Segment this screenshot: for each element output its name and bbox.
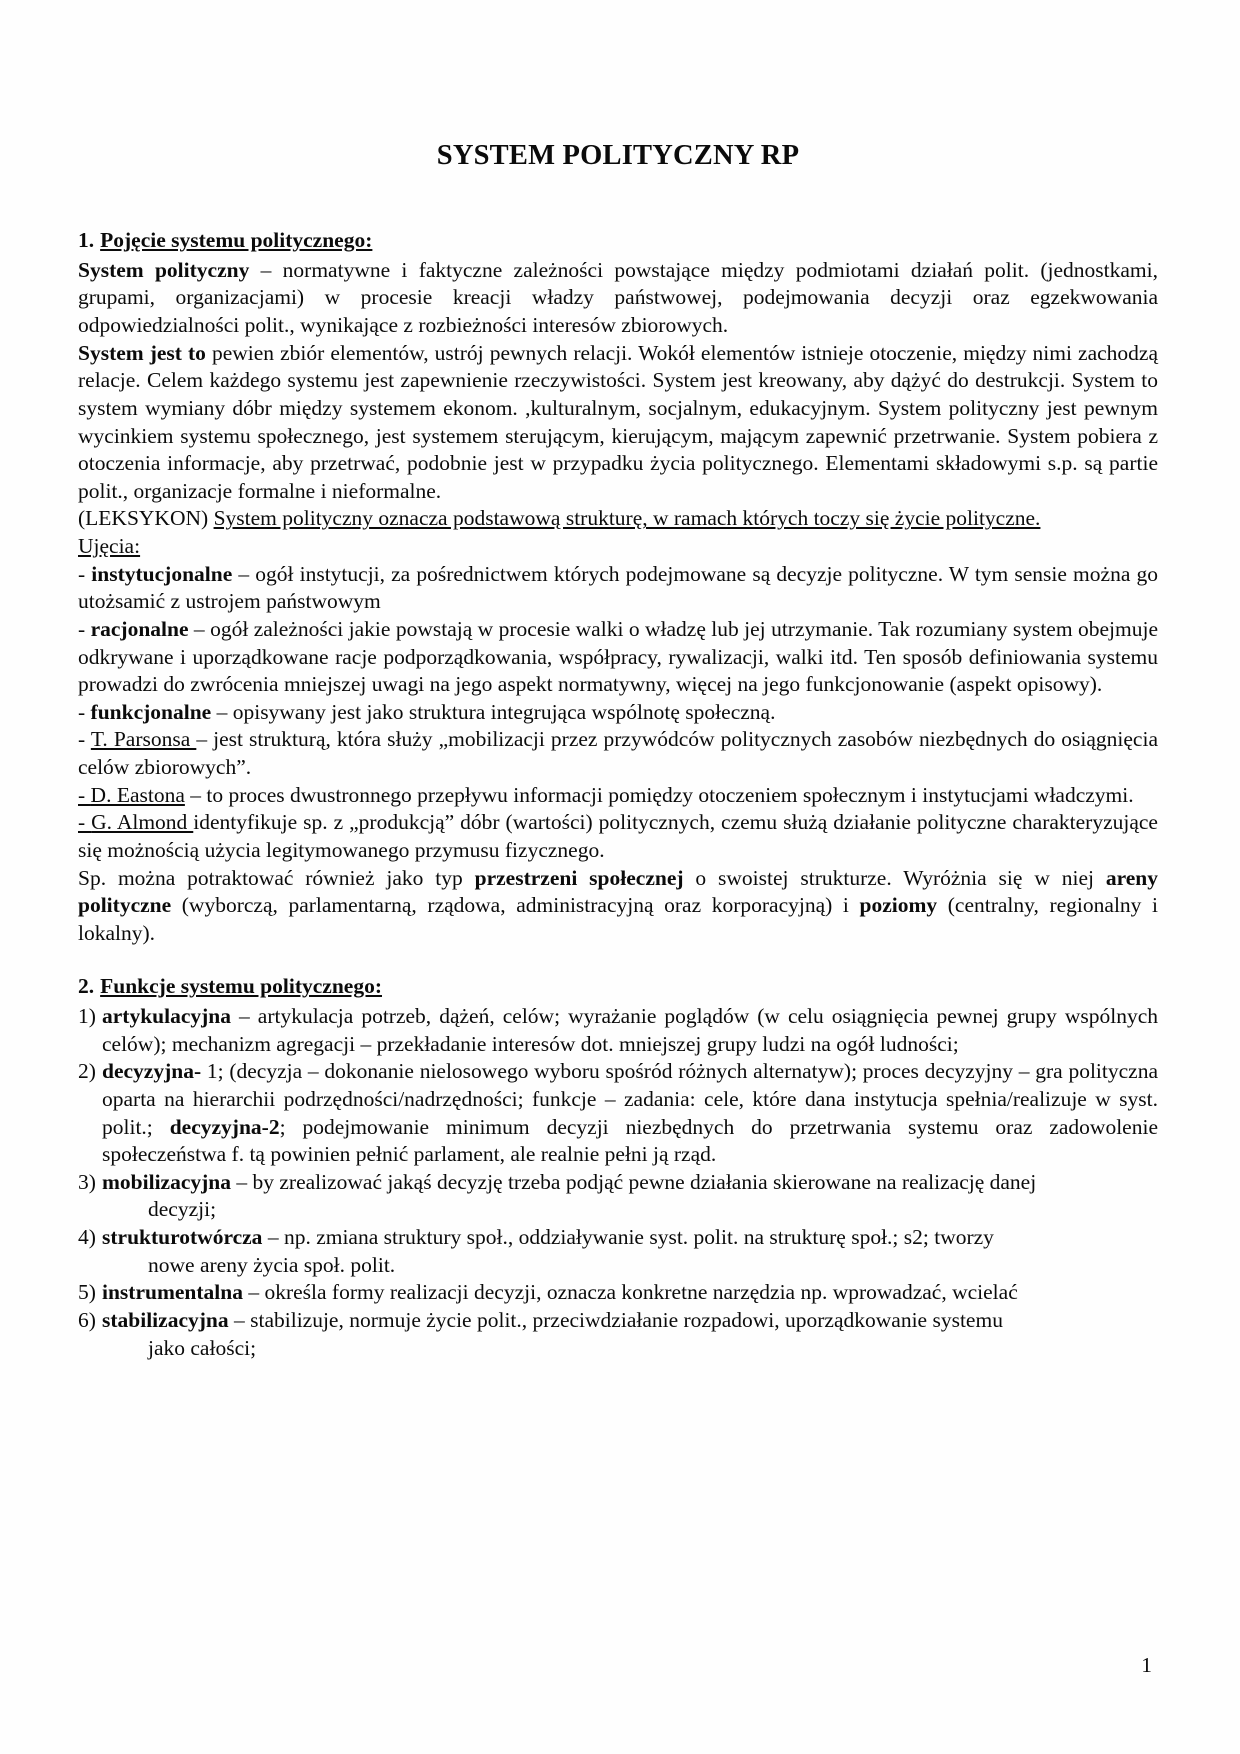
- function-body: 1; (decyzja – dokonanie nielosowego wyboru spośród różnych alternatyw); proces decyzyjny – gra polityczna oparta na hierarchii podrzędności/nadrzędności; funkcje – zadania: cele, które dana instytucja spełnia/realizuje w syst. polit.;: [102, 1059, 1158, 1139]
- list-content: [102, 1169, 1158, 1224]
- function-term: stabilizacyjna: [102, 1307, 229, 1332]
- approach-item-easton: [78, 782, 1158, 810]
- section-1-heading: [78, 227, 1158, 255]
- function-body-continued: jako całości;: [148, 1335, 257, 1360]
- approach-body: – ogół zależności jakie powstają w procesie walki o władzę lub jej utrzymanie. Tak rozumiany system obejmuje odkrywane i uporządkowane racje podporządkowania, współpracy, rywalizacji, walki itd. Ten sposób definiowania systemu prowadzi do zwrócenia mniejszej uwagi na jego aspekt normatywny, więcej na jego funkcjonowanie (aspekt opisowy).: [78, 616, 1158, 697]
- approach-item-racjonalne: [78, 616, 1158, 699]
- definition-paragraph: [78, 257, 1158, 340]
- closing-part-3: (wyborczą, parlamentarną, rządowa, administracyjną oraz korporacyjną) i: [171, 893, 860, 918]
- function-body-continued: decyzji;: [148, 1197, 217, 1222]
- list-content: [102, 1058, 1158, 1169]
- closing-bold-przestrzen: przestrzeni społecznej: [474, 865, 684, 890]
- approach-item-instytucjonalne: [78, 561, 1158, 616]
- closing-part-2: o swoistej strukturze. Wyróżnia się w niej: [683, 865, 1106, 890]
- list-marker: 4): [78, 1225, 96, 1249]
- function-term: strukturotwórcza: [102, 1225, 263, 1249]
- approach-dash: -: [78, 699, 91, 724]
- function-body-secondary: ; podejmowanie minimum decyzji niezbędnych do przetrwania systemu oraz zadowolenie społeczeństwa f. tą powinien pełnić parlament, ale realnie pełni ją rząd.: [102, 1114, 1158, 1167]
- approach-term: funkcjonalne: [90, 699, 212, 724]
- function-term: decyzyjna-: [102, 1059, 202, 1084]
- system-paragraph: [78, 340, 1158, 506]
- approach-body: – jest strukturą, która służy „mobilizacji przez przywódców politycznych zasobów niezbędnych do osiągnięcia celów zbiorowych”.: [78, 727, 1158, 780]
- section-1-heading-text: Pojęcie systemu politycznego:: [100, 228, 373, 253]
- approach-item-parsons: [78, 726, 1158, 781]
- list-item: [78, 1307, 1158, 1362]
- section-1-number: 1.: [78, 228, 95, 253]
- function-body-continued: nowe areny życia społ. polit.: [148, 1252, 396, 1277]
- definition-term: System polityczny: [78, 257, 250, 282]
- function-term: artykulacyjna: [102, 1004, 231, 1028]
- closing-paragraph: [78, 865, 1158, 948]
- system-body: pewien zbiór elementów, ustrój pewnych relacji. Wokół elementów istnieje otoczenie, między nimi zachodzą relacje. Celem każdego systemu jest zapewnienie rzeczywistości. System jest kreowany, aby dążyć do destrukcji. System to system wymiany dóbr między systemem ekonom. ,kulturalnym, socjalnym, edukacyjnym. System polityczny jest pewnym wycinkiem systemu społecznego, jest systemem sterującym, kierującym, mającym zapewnić przetrwanie. System pobiera z otoczenia informacje, aby przetrwać, podobnie jest w przypadku życia politycznego. Elementami składowymi s.p. są partie polit., organizacje formalne i nieformalne.: [78, 340, 1158, 503]
- list-marker: 5): [78, 1280, 96, 1305]
- closing-bold-areny: areny polityczne: [78, 865, 1158, 918]
- list-content: [102, 1003, 1158, 1058]
- functions-list: [78, 1003, 1158, 1362]
- approaches-label-text: Ujęcia:: [78, 534, 141, 559]
- list-content: [102, 1307, 1158, 1362]
- closing-part-1: Sp. można potraktować również jako typ: [78, 865, 475, 890]
- closing-bold-poziomy: poziomy: [859, 893, 938, 918]
- approach-dash: -: [78, 727, 91, 752]
- approach-body: – opisywany jest jako struktura integrująca wspólnotę społeczną.: [211, 699, 776, 724]
- closing-part-4: (centralny, regionalny i lokalny).: [78, 893, 1158, 945]
- function-term-secondary: decyzyjna-2: [169, 1114, 280, 1139]
- approach-dash: -: [78, 561, 92, 586]
- approach-item-funkcjonalne: [78, 699, 1158, 727]
- approach-term: instytucjonalne: [91, 561, 233, 586]
- approach-item-almond: [78, 809, 1158, 864]
- lexicon-prefix: (LEKSYKON): [78, 506, 214, 531]
- function-term: mobilizacyjna: [102, 1169, 231, 1194]
- section-2-heading: [78, 973, 1158, 1001]
- list-marker: 6): [78, 1307, 96, 1332]
- approach-dash: -: [78, 782, 91, 807]
- list-item: [78, 1003, 1158, 1058]
- approach-body: – ogół instytucji, za pośrednictwem których podejmowane są decyzje polityczne. W tym sensie można go utożsamić z ustrojem państwowym: [78, 561, 1158, 614]
- function-body: – określa formy realizacji decyzji, oznacza konkretne narzędzia np. wprowadzać, wcielać: [242, 1280, 1018, 1305]
- section-2-heading-text: Funkcje systemu politycznego:: [100, 974, 382, 999]
- list-item: [78, 1224, 1158, 1279]
- lexicon-definition: System polityczny oznacza podstawową strukturę, w ramach których toczy się życie polityczne.: [213, 506, 1041, 531]
- list-marker: 2): [78, 1059, 96, 1084]
- lexicon-paragraph: [78, 505, 1158, 533]
- list-marker: 3): [78, 1169, 96, 1194]
- function-term: instrumentalna: [102, 1280, 243, 1305]
- approach-term: racjonalne: [90, 616, 189, 641]
- approach-term: T. Parsonsa: [90, 727, 197, 752]
- function-body: – by zrealizować jakąś decyzję trzeba podjąć pewne działania skierowane na realizację danej: [231, 1169, 1037, 1194]
- approach-dash: -: [78, 616, 91, 641]
- system-term: System jest to: [78, 340, 206, 365]
- function-body: – np. zmiana struktury społ., oddziaływanie syst. polit. na strukturę społ.; s2; tworzy: [262, 1225, 994, 1249]
- function-body: – stabilizuje, normuje życie polit., przeciwdziałanie rozpadowi, uporządkowanie systemu: [228, 1307, 1003, 1332]
- approach-body: – to proces dwustronnego przepływu informacji pomiędzy otoczeniem społecznym i instytucjami władczymi.: [184, 782, 1134, 807]
- list-item: [78, 1058, 1158, 1169]
- section-2-number: 2.: [78, 974, 95, 999]
- approach-body: identyfikuje sp. z „produkcją” dóbr (wartości) politycznych, czemu służą działanie polityczne charakteryzujące się możnością użycia legitymowanego przymusu fizycznego.: [78, 810, 1158, 862]
- function-body: – artykulacja potrzeb, dążeń, celów; wyrażanie poglądów (w celu osiągnięcia pewnej grupy wspólnych celów); mechanizm agregacji – przekładanie interesów dot. mniejszej grupy ludzi na ogół ludności;: [102, 1004, 1158, 1056]
- section-spacer: [78, 947, 1158, 973]
- approaches-label: [78, 533, 1158, 561]
- list-content: [102, 1279, 1158, 1307]
- page-number: 1: [1141, 1652, 1152, 1677]
- list-content: [102, 1224, 1158, 1279]
- page-title: SYSTEM POLITYCZNY RP: [436, 140, 800, 171]
- list-item: [78, 1279, 1158, 1307]
- definition-body: – normatywne i faktyczne zależności powstające między podmiotami działań polit. (jednostkami, grupami, organizacjami) w procesie kreacji władzy państwowej, podejmowania decyzji oraz egzekwowania odpowiedzialności polit., wynikające z rozbieżności interesów zbiorowych.: [78, 257, 1159, 338]
- list-item: [78, 1169, 1158, 1224]
- approach-term: D. Eastona: [90, 782, 185, 807]
- approach-dash: -: [78, 810, 92, 835]
- list-marker: 1): [78, 1004, 96, 1028]
- approach-term: G. Almond: [91, 810, 194, 835]
